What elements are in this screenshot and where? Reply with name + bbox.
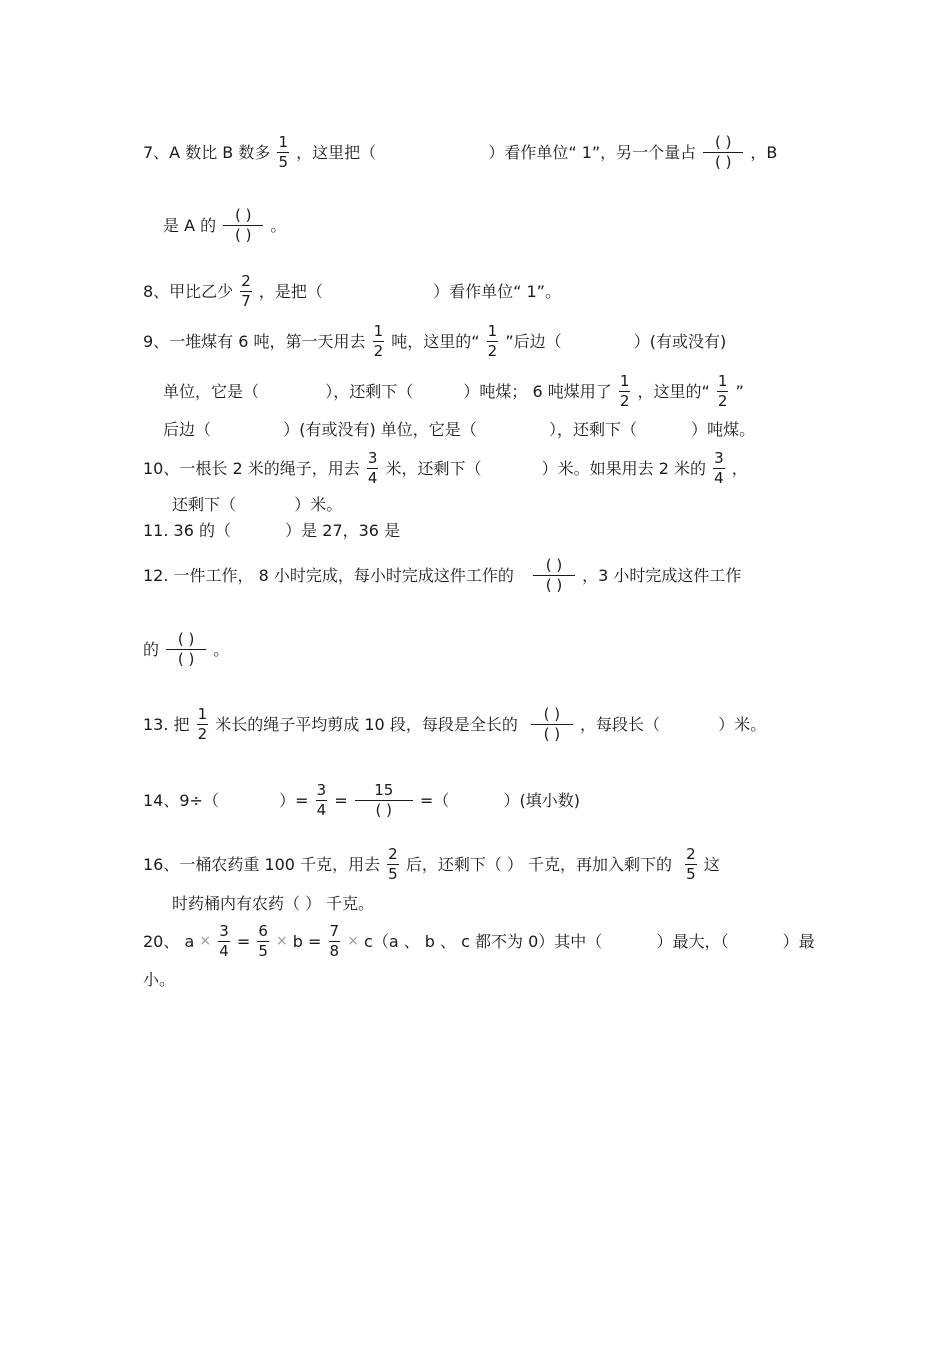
q12-fraction-2 xyxy=(166,630,206,669)
q8-fraction-denominator: 7 xyxy=(241,292,251,310)
q9-fraction-2 xyxy=(487,322,499,361)
q7-fraction-3 xyxy=(223,206,263,245)
q20-line1 xyxy=(143,916,815,966)
q9-fraction-2-denominator: 2 xyxy=(487,342,498,360)
q13-text-d: ）米。 xyxy=(718,714,767,734)
q16-fraction-1-numerator: 2 xyxy=(388,845,398,863)
q9-fraction-4-denominator: 2 xyxy=(717,392,728,410)
q14-fraction-1-denominator: 4 xyxy=(316,801,327,819)
q13-fraction-2 xyxy=(531,705,573,744)
q14-fraction-2 xyxy=(355,781,413,820)
q20-fraction-3 xyxy=(329,922,341,961)
q7-fraction-1-denominator: 5 xyxy=(278,153,289,171)
q7-end: 。 xyxy=(270,215,287,235)
q16-text-a: 16、一桶农药重 100 千克，用去 xyxy=(143,854,381,874)
q10-fraction-2 xyxy=(713,449,725,488)
q7-fraction-2 xyxy=(703,133,743,172)
q9-fraction-1-numerator: 1 xyxy=(373,322,384,340)
q16-text-c: 这 xyxy=(703,854,720,874)
q14-fraction-2-numerator: 15 xyxy=(355,781,413,801)
q14-line xyxy=(143,775,580,825)
q7-fraction-3-denominator[interactable]: ( ) xyxy=(234,226,252,244)
q9-fraction-4-numerator: 1 xyxy=(717,372,728,390)
q9-l2-text-c: ）吨煤； 6 吨煤用了 xyxy=(463,381,612,401)
q20-fraction-1-numerator: 3 xyxy=(219,922,229,940)
q10-text-d: ， xyxy=(731,458,748,478)
q10-fraction-1-numerator: 3 xyxy=(367,449,378,467)
q13-fraction-1 xyxy=(197,705,209,744)
q9-l3-text-d: ）吨煤。 xyxy=(691,419,756,439)
q7-fraction-2-denominator[interactable]: ( ) xyxy=(715,153,732,171)
q14-fraction-1-numerator: 3 xyxy=(316,781,327,799)
q16-fraction-1-denominator: 5 xyxy=(388,865,398,883)
q20-fraction-3-numerator: 7 xyxy=(329,922,340,940)
q8-fraction xyxy=(240,272,252,311)
q20-fraction-2-numerator: 6 xyxy=(258,922,268,940)
q10-fraction-2-numerator: 3 xyxy=(714,449,724,467)
q8-text-c: ）看作单位“ 1”。 xyxy=(433,281,561,301)
q7-text-a: 7、A 数比 B 数多 xyxy=(143,142,271,162)
q20-text-c: c（a 、 b 、 c 都不为 0）其中（ xyxy=(364,931,603,951)
q16-fraction-1 xyxy=(387,845,399,884)
q13-text-b: 米长的绳子平均剪成 10 段，每段是全长的 xyxy=(215,714,518,734)
q9-text-d: ）(有或没有) xyxy=(633,331,727,351)
q7-line2-text: 是 A 的 xyxy=(163,215,217,235)
q11-line xyxy=(143,505,400,555)
q7-fraction-1 xyxy=(277,133,289,172)
q14-fraction-1 xyxy=(316,781,328,820)
q8-text-a: 8、甲比乙少 xyxy=(143,281,234,301)
q9-fraction-2-numerator: 1 xyxy=(487,322,498,340)
q12-fraction-2-numerator[interactable]: ( ) xyxy=(166,630,206,650)
q12-fraction-1 xyxy=(533,556,575,595)
q7-fraction-3-numerator[interactable]: ( ) xyxy=(223,206,263,226)
q7-text-d: ，B xyxy=(750,142,778,162)
q20-text-a: 20、 a xyxy=(143,931,195,951)
q14-text-c: = xyxy=(334,790,348,810)
q10-text-b: 米，还剩下（ xyxy=(385,458,482,478)
q9-fraction-1-denominator: 2 xyxy=(373,342,384,360)
q9-fraction-1 xyxy=(373,322,385,361)
q12-fraction-1-denominator[interactable]: ( ) xyxy=(545,576,563,594)
q16-text-b: 后，还剩下（ ） 千克，再加入剩下的 xyxy=(405,854,672,874)
q7-text-b: ，这里把（ xyxy=(296,142,377,162)
q20-equals-2: = xyxy=(308,931,322,951)
q7-line2 xyxy=(163,200,286,250)
q20-fraction-2-denominator: 5 xyxy=(258,942,268,960)
q7-line1 xyxy=(143,127,777,177)
q10-text-c: ）米。如果用去 2 米的 xyxy=(541,458,707,478)
q11-text-a: 11. 36 的（ xyxy=(143,520,231,540)
q9-text-b: 吨，这里的“ xyxy=(391,331,480,351)
q10-fraction-1 xyxy=(367,449,379,488)
q13-line xyxy=(143,699,766,749)
q9-l3-text-c: ），还剩下（ xyxy=(548,419,637,439)
q14-text-a: 14、9÷（ xyxy=(143,790,219,810)
q12-line1 xyxy=(143,550,741,600)
q9-fraction-3-denominator: 2 xyxy=(619,392,630,410)
q12-fraction-1-numerator[interactable]: ( ) xyxy=(533,556,575,576)
q16-fraction-2 xyxy=(685,845,697,884)
q20-fraction-3-denominator: 8 xyxy=(329,942,340,960)
q14-text-b: ）= xyxy=(279,790,309,810)
q10-text-a: 10、一根长 2 米的绳子，用去 xyxy=(143,458,360,478)
q12-text-b: ，3 小时完成这件工作 xyxy=(582,565,742,585)
q13-text-c: ，每段长（ xyxy=(580,714,661,734)
q7-fraction-2-numerator[interactable]: ( ) xyxy=(703,133,743,153)
q20-times-sign-2: × xyxy=(275,932,288,949)
q7-fraction-1-numerator: 1 xyxy=(278,133,289,151)
q12-fraction-2-denominator[interactable]: ( ) xyxy=(177,650,195,668)
q9-text-a: 9、一堆煤有 6 吨，第一天用去 xyxy=(143,331,366,351)
q12-l2-text-a: 的 xyxy=(143,639,160,659)
q13-text-a: 13. 把 xyxy=(143,714,190,734)
q20-line2 xyxy=(143,954,175,1004)
q20-fraction-1 xyxy=(218,922,230,961)
q16-l2-text: 时药桶内有农药（ ） 千克。 xyxy=(172,893,375,913)
q8-line xyxy=(143,266,561,316)
q9-line1 xyxy=(143,316,726,366)
q13-fraction-1-numerator: 1 xyxy=(197,705,208,723)
q20-l2-text: 小。 xyxy=(143,969,176,989)
q20-equals-1: = xyxy=(236,931,251,951)
q9-fraction-3-numerator: 1 xyxy=(619,372,630,390)
q10-l2-text-b: ）米。 xyxy=(294,494,343,514)
q13-fraction-1-denominator: 2 xyxy=(197,725,208,743)
q16-fraction-2-numerator: 2 xyxy=(686,845,696,863)
q20-text-d: ）最大，（ xyxy=(656,931,729,951)
q9-l3-text-a: 后边（ xyxy=(163,419,212,439)
q11-text-b: ）是 27，36 是 xyxy=(285,520,401,540)
q12-text-a: 12. 一件工作， 8 小时完成，每小时完成这件工作的 xyxy=(143,565,514,585)
q8-text-b: ，是把（ xyxy=(258,281,323,301)
q10-fraction-2-denominator: 4 xyxy=(714,469,724,487)
q10-l2-text-a: 还剩下（ xyxy=(172,494,237,514)
q20-fraction-2 xyxy=(257,922,269,961)
q16-fraction-2-denominator: 5 xyxy=(686,865,696,883)
q14-fraction-2-denominator[interactable]: ( ) xyxy=(375,801,393,819)
q20-text-b: b xyxy=(292,931,303,951)
q20-fraction-1-denominator: 4 xyxy=(219,942,229,960)
q7-text-c: ）看作单位“ 1”，另一个量占 xyxy=(488,142,697,162)
q9-l2-text-a: 单位，它是（ xyxy=(163,381,260,401)
q20-text-e: ）最 xyxy=(782,931,815,951)
q9-l2-text-e: ” xyxy=(735,381,744,401)
q13-fraction-2-denominator[interactable]: ( ) xyxy=(543,725,561,743)
q9-text-c: ”后边（ xyxy=(505,331,562,351)
q12-l2-text-b: 。 xyxy=(213,639,230,659)
q9-l3-text-b: ）(有或没有) 单位，它是（ xyxy=(283,419,477,439)
q14-text-e: ）(填小数) xyxy=(503,790,580,810)
q14-text-d: =（ xyxy=(419,790,450,810)
q10-fraction-1-denominator: 4 xyxy=(367,469,378,487)
q8-fraction-numerator: 2 xyxy=(241,272,251,290)
q9-l2-text-d: ，这里的“ xyxy=(637,381,710,401)
q9-l2-text-b: ），还剩下（ xyxy=(325,381,414,401)
q13-fraction-2-numerator[interactable]: ( ) xyxy=(531,705,573,725)
q12-line2 xyxy=(143,624,229,674)
q20-times-sign-3: × xyxy=(347,932,359,949)
q20-times-sign-1: × xyxy=(199,932,212,949)
